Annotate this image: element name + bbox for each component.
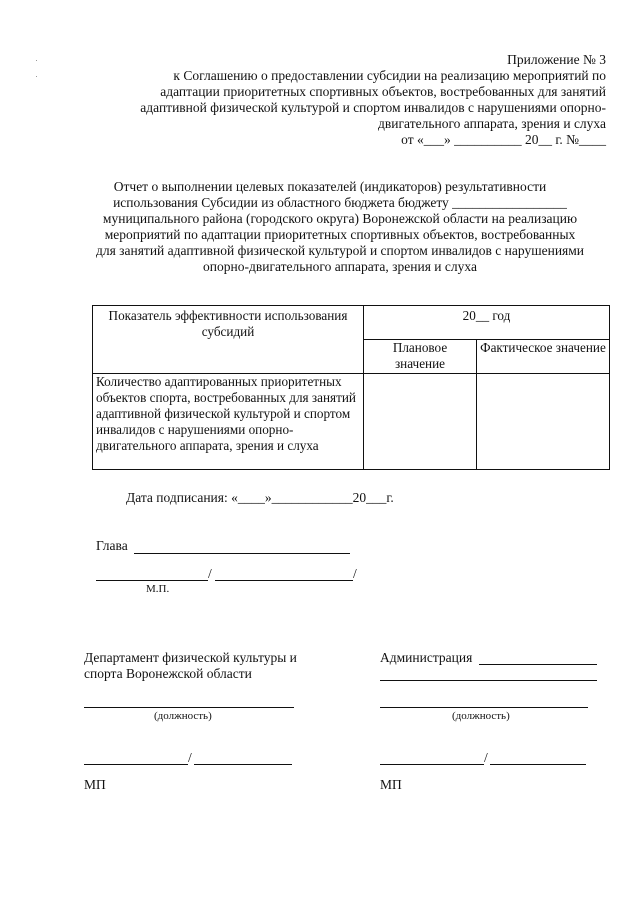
left-position-label: (должность)	[154, 710, 212, 722]
title-line-4: мероприятий по адаптации приоритетных спортивных объектов, востребованных	[104, 227, 576, 242]
header-line-3: адаптивной физической культурой и спортом инвалидов с нарушениями опорно-	[140, 100, 606, 115]
right-signature-field[interactable]	[380, 764, 484, 765]
header-line-1: к Соглашению о предоставлении субсидии на реализацию мероприятий по	[173, 68, 606, 83]
left-stamp: МП	[84, 777, 106, 792]
signing-date: Дата подписания: «____»____________20___г.	[126, 490, 394, 505]
agreement-date-line: от «___» __________ 20__ г. №____	[401, 132, 606, 147]
plan-header-cell	[364, 340, 477, 374]
left-name-field[interactable]	[194, 764, 292, 765]
year-header: 20__ год	[462, 308, 511, 323]
title-line-6: опорно-двигательного аппарата, зрения и слуха	[203, 259, 477, 274]
header-line-2: адаптации приоритетных спортивных объектов, востребованных для занятий	[160, 84, 606, 99]
head-name-field[interactable]	[215, 580, 353, 581]
indicator-row-label-cell	[93, 374, 364, 470]
right-position-line[interactable]	[380, 707, 588, 708]
left-party-name-1: Департамент физической культуры и	[84, 650, 297, 665]
fact-header-cell	[477, 340, 610, 374]
indicator-header-cell	[93, 306, 364, 374]
head-label: Глава	[96, 538, 128, 553]
appendix-number: Приложение № 3	[507, 52, 606, 67]
title-line-1: Отчет о выполнении целевых показателей (индикаторов) результативности	[113, 179, 547, 194]
right-stamp: МП	[380, 777, 402, 792]
left-slash: /	[188, 750, 192, 765]
header-line-4: двигательного аппарата, зрения и слуха	[378, 116, 606, 131]
fact-header: Фактическое значение	[480, 340, 606, 355]
right-party-name-field-2[interactable]	[380, 680, 597, 681]
right-name-field[interactable]	[490, 764, 586, 765]
right-party-name-field[interactable]	[479, 664, 597, 665]
indicators-table	[92, 305, 610, 470]
title-line-2: использования Субсидии из областного бюджета бюджету _________________	[113, 195, 567, 210]
left-signature-field[interactable]	[84, 764, 188, 765]
head-slash-2: /	[353, 566, 357, 581]
left-position-line[interactable]	[84, 707, 294, 708]
plan-header: Плановое значение	[392, 340, 448, 371]
plan-value-cell[interactable]	[364, 374, 477, 470]
fact-value-cell[interactable]	[477, 374, 610, 470]
title-line-3: муниципального района (городского округа) Воронежской области на реализацию	[102, 211, 578, 226]
indicator-header: Показатель эффективности использования субсидий	[108, 308, 348, 339]
head-stamp-label: М.П.	[146, 583, 170, 595]
right-slash: /	[484, 750, 488, 765]
year-header-cell	[364, 306, 610, 340]
indicator-row-label: Количество адаптированных приоритетных объектов спорта, востребованных для занятий адаптивной физической культурой и спортом инвалидов с нарушениями опорно-двигательного аппарата, зрения и слуха	[96, 374, 356, 453]
right-position-label: (должность)	[452, 710, 510, 722]
head-signature-field[interactable]	[96, 580, 208, 581]
title-line-5: для занятий адаптивной физической культурой и спортом инвалидов с нарушениями	[95, 243, 585, 258]
right-party-name: Администрация	[380, 650, 473, 665]
left-party-name-2: спорта Воронежской области	[84, 666, 252, 681]
head-signature-line[interactable]	[134, 553, 350, 554]
head-slash-1: /	[208, 566, 212, 581]
